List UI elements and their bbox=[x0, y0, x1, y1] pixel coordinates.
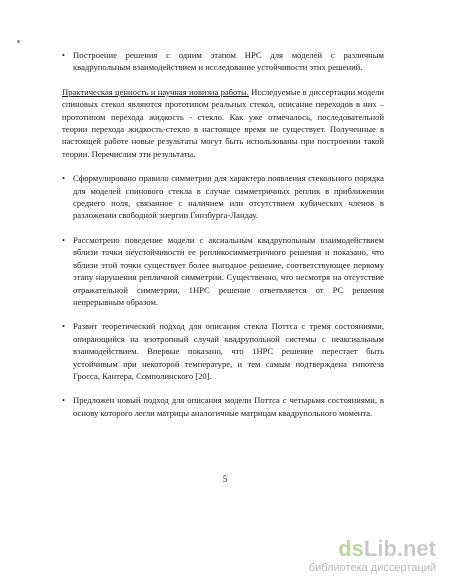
list-item bbox=[62, 234, 384, 308]
watermark-subtitle: библиотека диссертаций bbox=[308, 562, 436, 574]
body-text bbox=[62, 49, 384, 431]
page-number: 5 bbox=[222, 474, 228, 484]
watermark-logo: dsLib.net bbox=[338, 536, 436, 561]
bullet-icon: • bbox=[62, 50, 66, 60]
paragraph bbox=[62, 86, 384, 160]
list-item bbox=[62, 320, 384, 382]
section-heading: Практическая ценность и научная новизна работы. bbox=[62, 86, 249, 97]
list-item-text: Предложен новый подход для описания модели Поттса с четырьмя состояниями, в основу которого легли матрицы аналогичные матрицам квадрупольного момента. bbox=[73, 395, 384, 418]
bullet-icon: • bbox=[62, 234, 66, 245]
scan-speck bbox=[17, 40, 20, 43]
bullet-icon: • bbox=[62, 173, 66, 184]
bullet-icon: • bbox=[62, 395, 66, 406]
list-item-text: Построение решения с одним этапом НРС для моделей с различным квадрупольным взаимодействием и исследование устойчивости этих решений. bbox=[73, 50, 384, 73]
list-item bbox=[62, 172, 384, 222]
bullet-icon: • bbox=[62, 321, 66, 332]
list-item-text: Сформулировано правило симметрии для характера появления стекольного порядка для моделей спинового стекла в случае симметричных реплик в приближении среднего поля, связанное с наличием или отсутствием кубических членов в разложении свободной энергии Гинзбурга-Ландау. bbox=[73, 173, 384, 221]
list-item-top bbox=[62, 49, 384, 74]
paragraph-body: Исследуемые в диссертации модели спиновых стекол являются прототипом реальных стекол, описание переходов в них – прототипом перехода жидкость - стекло. Как уже отмечалось, последовательной теории перехода жидкость-стекло в настоящее время не существует. Полученные в настоящей работе новые результаты могут быть использованы при построении такой теории. Перечислим эти результаты. bbox=[62, 86, 384, 159]
list-item-text: Рассмотрено поведение модели с аксиальным квадрупольным взаимодействием вблизи точки неустойчивости ее репликосимметричного решения и показано, что вблизи этой точки существует более выгодное решение, соответствующее первому этапу нарушения репличной симметрии. Существенно, что несмотря на отсутствие отражательной симметрии, 1НРС решение ответвляется от РС решения непрерывным образом. bbox=[73, 234, 384, 307]
list-item-text: Развит теоретический подход для описания стекла Поттса с тремя состояниями, опирающийся на изотропный случай квадрупольной системы с неаксиальным взаимодействием. Впервые показано, что 1НРС решение перестает быть устойчивым при некоторой температуре, и тем самым подтверждена гипотеза Гросса, Кантера, Сомполинского [20]. bbox=[73, 321, 384, 381]
list-item bbox=[62, 394, 384, 419]
watermark bbox=[309, 538, 436, 574]
